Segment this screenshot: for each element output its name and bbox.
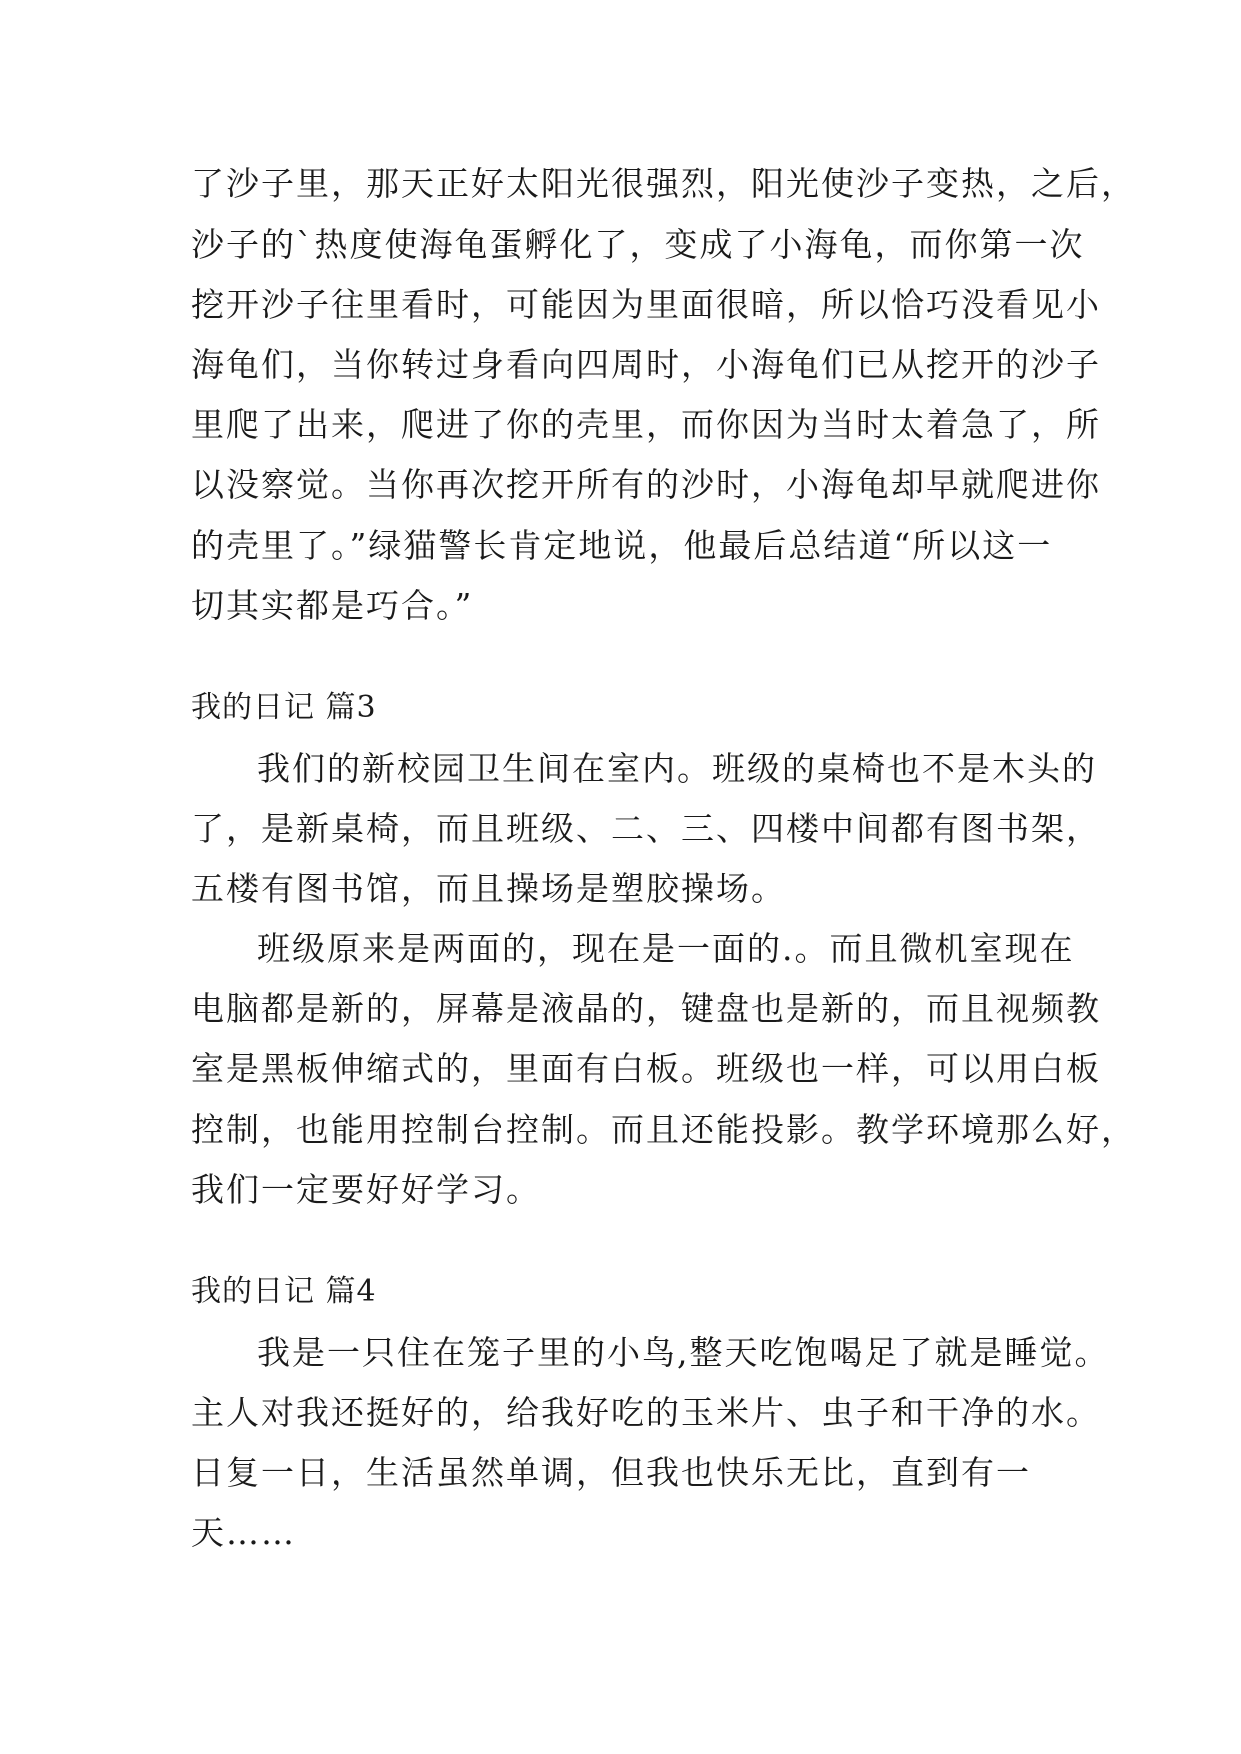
section-heading: 我的日记 篇3 — [191, 690, 377, 725]
text-line: 日复一日，生活虽然单调，但我也快乐无比，直到有一 — [191, 1453, 1031, 1492]
section-heading: 我的日记 篇4 — [191, 1274, 377, 1309]
text-line: 班级原来是两面的，现在是一面的.。而且微机室现在 — [257, 929, 1075, 968]
text-line: 里爬了出来，爬进了你的壳里，而你因为当时太着急了，所 — [191, 405, 1101, 444]
text-line: 了沙子里，那天正好太阳光很强烈，阳光使沙子变热，之后， — [191, 164, 1136, 203]
text-line: 沙子的`热度使海龟蛋孵化了，变成了小海龟，而你第一次 — [191, 225, 1085, 264]
text-line: 海龟们，当你转过身看向四周时，小海龟们已从挖开的沙子 — [191, 345, 1101, 384]
text-line: 控制，也能用控制台控制。而且还能投影。教学环境那么好， — [191, 1110, 1136, 1149]
text-line: 我们一定要好好学习。 — [191, 1170, 541, 1209]
text-line: 我们的新校园卫生间在室内。班级的桌椅也不是木头的 — [257, 749, 1097, 788]
text-line: 五楼有图书馆，而且操场是塑胶操场。 — [191, 869, 786, 908]
text-line: 我是一只住在笼子里的小鸟,整天吃饱喝足了就是睡觉。 — [257, 1333, 1110, 1372]
text-line: 电脑都是新的，屏幕是液晶的，键盘也是新的，而且视频教 — [191, 989, 1101, 1028]
text-line: 了，是新桌椅，而且班级、二、三、四楼中间都有图书架， — [191, 809, 1101, 848]
text-line: 天…… — [191, 1513, 296, 1552]
text-line: 切其实都是巧合。” — [191, 586, 474, 625]
text-line: 主人对我还挺好的，给我好吃的玉米片、虫子和干净的水。 — [191, 1393, 1101, 1432]
text-line: 以没察觉。当你再次挖开所有的沙时，小海龟却早就爬进你 — [191, 465, 1101, 504]
text-line: 的壳里了。”绿猫警长肯定地说，他最后总结道“所以这一 — [191, 526, 1053, 565]
text-line: 室是黑板伸缩式的，里面有白板。班级也一样，可以用白板 — [191, 1049, 1101, 1088]
text-line: 挖开沙子往里看时，可能因为里面很暗，所以恰巧没看见小 — [191, 285, 1101, 324]
